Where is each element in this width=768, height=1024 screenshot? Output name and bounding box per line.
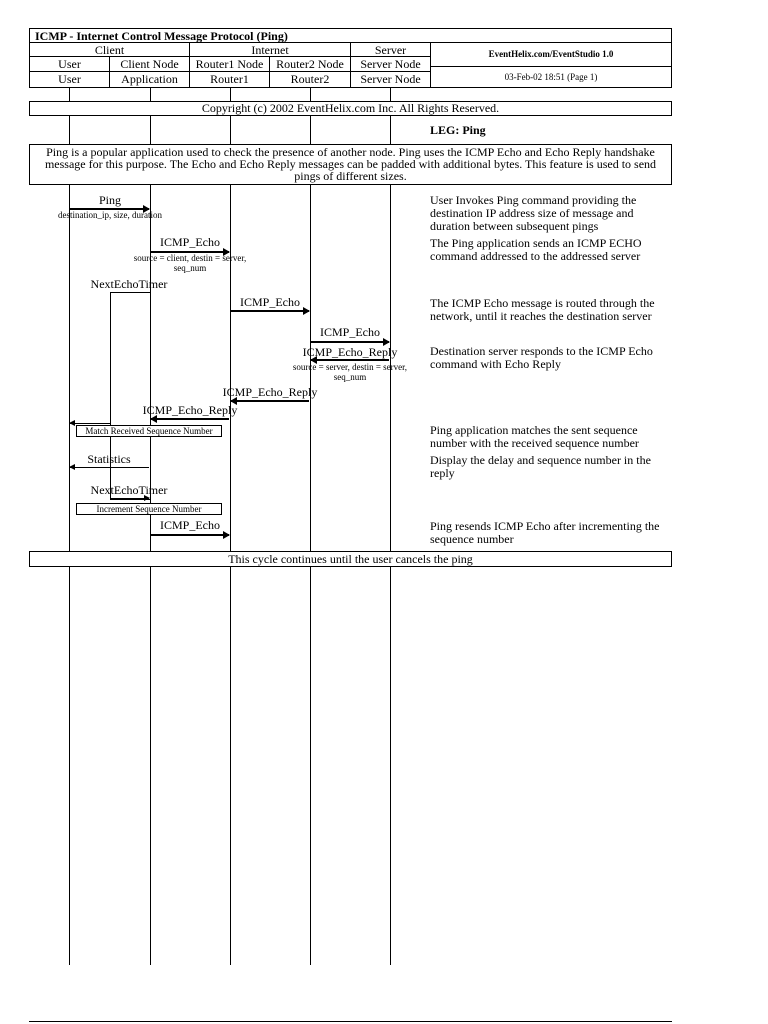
msg-statistics-label: Statistics (87, 452, 131, 466)
timer2-label: NextEchoTimer (90, 483, 168, 497)
module-application: Application (109, 71, 190, 88)
msg-reply3-arrow (151, 418, 229, 420)
msg-reply1-arrow (311, 359, 389, 361)
action-match-sequence: Match Received Sequence Number (76, 425, 222, 437)
msg-reply3-label: ICMP_Echo_Reply (142, 403, 238, 417)
timer2-arrow (110, 498, 149, 499)
group-internet: Internet (189, 42, 351, 57)
remark-7: Ping resends ICMP Echo after incrementing the sequence number (430, 519, 660, 546)
msg-reply1-params-1: source = server, destin = server, (292, 362, 408, 372)
module-router1: Router1 (189, 71, 270, 88)
action-increment-sequence: Increment Sequence Number (76, 503, 222, 515)
remark-6: Display the delay and sequence number in the reply (430, 453, 651, 480)
remark-3: The ICMP Echo message is routed through the network, until it reaches the destination server (430, 296, 655, 323)
msg-echo1-params-2: seq_num (173, 263, 207, 273)
node-router1: Router1 Node (189, 56, 270, 72)
group-server: Server (350, 42, 431, 57)
remark-2: The Ping application sends an ICMP ECHO command addressed to the addressed server (430, 236, 642, 263)
diagram-title: ICMP - Internet Control Message Protocol (Ping) (29, 28, 672, 43)
node-user: User (29, 56, 110, 72)
copyright-banner: Copyright (c) 2002 EventHelix.com Inc. All Rights Reserved. (29, 101, 672, 116)
module-user: User (29, 71, 110, 88)
remark-4: Destination server responds to the ICMP Echo command with Echo Reply (430, 344, 653, 371)
timer1-label: NextEchoTimer (90, 277, 168, 291)
remark-5: Ping application matches the sent sequence number with the received sequence number (430, 423, 639, 450)
msg-statistics-arrow (70, 467, 149, 468)
msg-echo3-arrow (311, 341, 389, 343)
node-router2: Router2 Node (269, 56, 351, 72)
remark-1: User Invokes Ping command providing the destination IP address size of message and duration between subsequent pings (430, 193, 637, 233)
msg-reply2-arrow (231, 400, 309, 402)
diagram-date: 03-Feb-02 18:51 (Page 1) (430, 66, 672, 88)
lifeline-router1 (230, 88, 231, 965)
msg-ping-label: Ping (98, 193, 121, 207)
node-client: Client Node (109, 56, 190, 72)
lifeline-router2 (310, 88, 311, 965)
msg-echo1-params-1: source = client, destin = server, (133, 253, 247, 263)
node-server: Server Node (350, 56, 431, 72)
msg-reply1-params-2: seq_num (333, 372, 367, 382)
msg-echo1-label: ICMP_Echo (160, 235, 220, 249)
group-client: Client (29, 42, 190, 57)
msg-echo4-label: ICMP_Echo (160, 518, 220, 532)
msg-echo2-arrow (231, 310, 309, 312)
cycle-banner: This cycle continues until the user cancels the ping (29, 551, 672, 567)
module-router2: Router2 (269, 71, 351, 88)
msg-reply2-label: ICMP_Echo_Reply (222, 385, 318, 399)
msg-reply1-label: ICMP_Echo_Reply (302, 345, 398, 359)
module-server: Server Node (350, 71, 431, 88)
timer1-expiry-arrow (70, 423, 110, 424)
timer1-bracket (110, 292, 150, 500)
page-bottom-rule (29, 1021, 672, 1022)
leg-label: LEG: Ping (430, 123, 486, 137)
intro-text: Ping is a popular application used to check the presence of another node. Ping uses the ICMP Echo and Echo Reply handshake message for this purpose. The Echo and Echo Reply messages can be padded with additional bytes. This feature is used to send pings of different sizes. (29, 144, 672, 185)
msg-ping-params: destination_ip, size, duration (58, 210, 162, 220)
msg-echo3-label: ICMP_Echo (320, 325, 380, 339)
lifeline-server (390, 88, 391, 965)
msg-echo4-arrow (151, 534, 229, 536)
msg-echo2-label: ICMP_Echo (240, 295, 300, 309)
tool-name: EventHelix.com/EventStudio 1.0 (430, 42, 672, 67)
